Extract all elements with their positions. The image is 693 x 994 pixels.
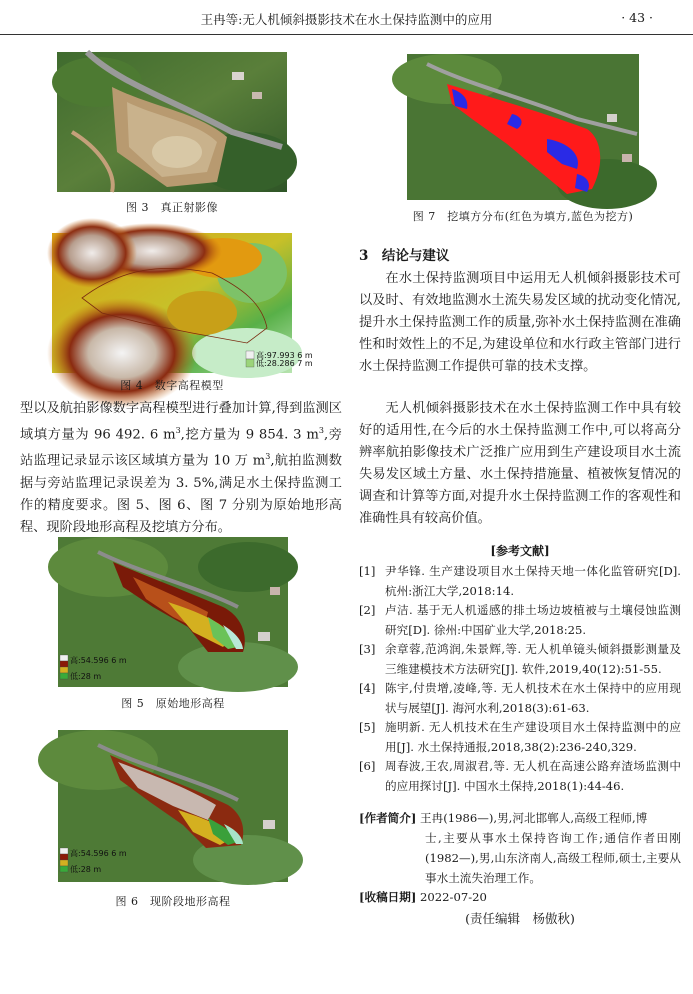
figure-3-caption: 图 3 真正射影像 (126, 201, 218, 214)
reference-text: 周春波,王农,周淑君,等. 无人机在高速公路弃渣场监测中的应用探讨[J]. 中国水土保持,2018(1):44-46. (385, 759, 681, 793)
figure-6-caption: 图 6 现阶段地形高程 (115, 895, 231, 908)
author-bio-first-line (359, 808, 681, 828)
section-number: 3 (359, 248, 369, 264)
references-list (359, 562, 681, 796)
received-tag: [收稿日期] (359, 890, 417, 904)
reference-text: 余章蓉,范鸿润,朱景辉,等. 无人机单镜头倾斜摄影测量及三维建模技术方法研究[J]. 软件,2019,40(12):51-55. (385, 642, 681, 676)
reference-number: [1] (359, 564, 376, 578)
left-paragraph (20, 398, 342, 539)
reference-item (359, 679, 681, 718)
figure-4-caption: 图 4 数字高程模型 (120, 379, 224, 392)
author-bio (359, 808, 681, 888)
sup-3-c: 3 (265, 452, 271, 462)
responsible-editor: (责任编辑 杨傲秋) (465, 911, 575, 926)
current-terrain-image (58, 730, 288, 882)
cut-fill-image (407, 54, 639, 200)
reference-item (359, 562, 681, 601)
figure-7-cut-fill (407, 54, 639, 200)
received-date-value: 2022-07-20 (420, 890, 487, 904)
sup-3-b: 3 (318, 426, 324, 435)
received-date (359, 887, 681, 907)
reference-text: 卢洁. 基于无人机遥感的排土场边坡植被与土壤侵蚀监测研究[D]. 徐州:中国矿业大学,2018:25. (385, 603, 681, 637)
reference-item (359, 640, 681, 679)
left-text-c: ,旁站监理记录显示该区域填方量为 10 万 m (20, 427, 342, 469)
sup-3-a: 3 (175, 426, 181, 435)
figure-6-current-terrain (58, 730, 288, 882)
figure-4-dem (52, 233, 313, 373)
left-text-b: ,挖方量为 9 854. 3 m (180, 427, 319, 443)
fig6-legend-low: 低:28 m (70, 865, 102, 874)
header-title: 王冉等:无人机倾斜摄影技术在水土保持监测中的应用 (200, 12, 493, 27)
reference-number: [5] (359, 720, 376, 734)
reference-text: 陈宇,付贵增,凌峰,等. 无人机技术在水土保持中的应用现状与展望[J]. 海河水利,2018(3):61-63. (385, 681, 681, 715)
dem-image (52, 233, 313, 373)
figure-3-orthophoto (57, 52, 287, 192)
running-header (0, 0, 693, 35)
figure-5-original-terrain (58, 537, 288, 687)
reference-text: 施明新. 无人机技术在生产建设项目水土保持监测中的应用[J]. 水土保持通报,2018,38(2):236-240,329. (385, 720, 681, 754)
fig5-legend-low: 低:28 m (70, 672, 102, 681)
fig6-legend-high: 高:54.596 6 m (70, 849, 127, 858)
section-3-heading (359, 244, 449, 264)
author-bio-tag: [作者简介] (359, 811, 417, 825)
reference-item (359, 718, 681, 757)
left-text-a: 型以及航拍影像数字高程模型进行叠加计算,得到监测区域填方量为 96 492. 6 m (20, 401, 342, 443)
figure-7-caption: 图 7 挖填方分布(红色为填方,蓝色为挖方) (412, 210, 634, 223)
references-heading: [参考文献] (490, 544, 550, 558)
reference-item (359, 757, 681, 796)
fig4-legend-low: 低:28.286 7 m (256, 359, 313, 368)
conclusion-paragraph-2: 无人机倾斜摄影技术在水土保持监测工作中具有较好的适用性,在今后的水土保持监测工作中,可以将高分辨率航拍影像技术广泛推广应用到生产建设项目水土流失易发区域土方量、水土保持措施量、植被恢复情况的调查和计算等方面,对提升水土保持监测工作的客观性和准确性具有较高价值。 (359, 401, 681, 526)
conclusion-paragraph-1: 在水土保持监测项目中运用无人机倾斜摄影技术可以及时、有效地监测水土流失易发区域的扰动变化情况,提升水土保持监测工作的质量,弥补水土保持监测在准确性和时效性上的不足,为建设单位和水行政主管部门进行水土保持监测工作提供可靠的技术支撑。 (359, 271, 681, 374)
section-title: 结论与建议 (381, 248, 450, 264)
orthophoto-image (57, 52, 287, 192)
reference-item (359, 601, 681, 640)
left-text-d: ,航拍监测数据与旁站监理记录误差为 3. 5%,满足水土保持监测工作的精度要求。图 5、图 6、图 7 分别为原始地形高程、现阶段地形高程及挖填方分布。 (20, 453, 342, 535)
reference-number: [4] (359, 681, 376, 695)
figure-5-caption: 图 5 原始地形高程 (121, 697, 225, 710)
reference-number: [6] (359, 759, 376, 773)
reference-number: [2] (359, 603, 376, 617)
author-bio-rest: 士,主要从事水土保持咨询工作;通信作者田刚(1982—),男,山东济南人,高级工程师,硕士,主要从事水土流失治理工作。 (425, 831, 681, 885)
fig4-legend-high: 高:97.993 6 m (256, 351, 313, 360)
page-number: · 43 · (621, 10, 653, 25)
reference-text: 尹华锋. 生产建设项目水土保持天地一体化监管研究[D]. 杭州:浙江大学,2018:14. (385, 564, 681, 598)
original-terrain-image (58, 537, 288, 687)
fig5-legend-high: 高:54.596 6 m (70, 656, 127, 665)
reference-number: [3] (359, 642, 376, 656)
author-bio-line1: 王冉(1986—),男,河北邯郸人,高级工程师,博 (420, 811, 648, 825)
